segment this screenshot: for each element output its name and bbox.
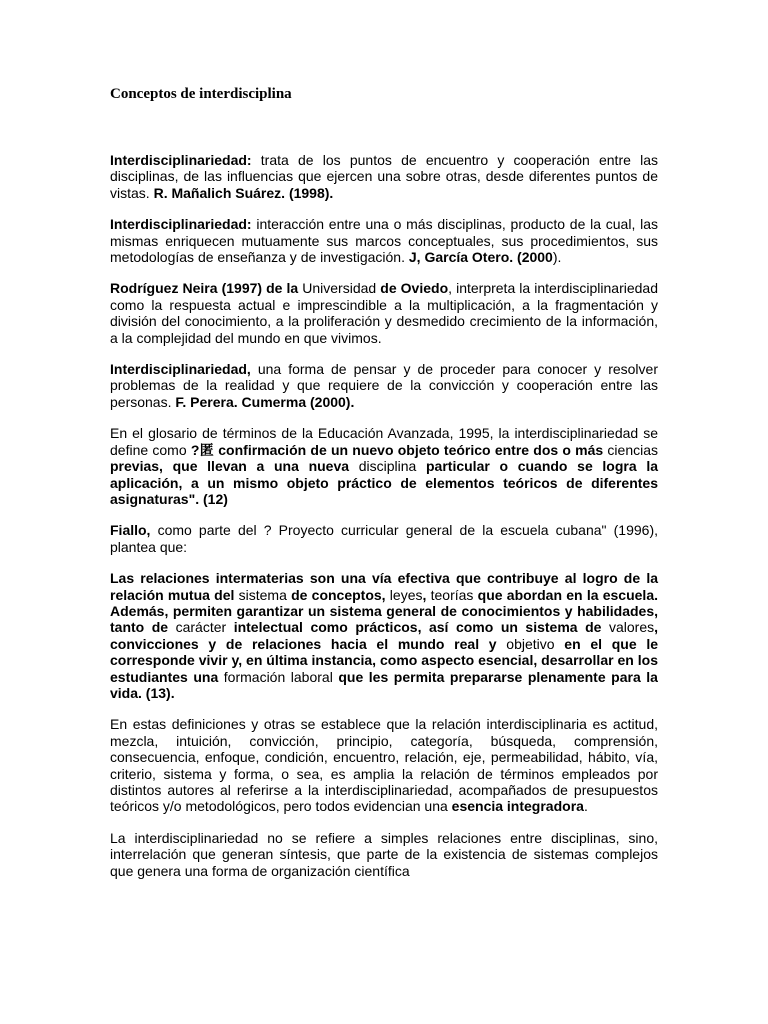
bold-text-run: que abordan en la escuela. Además, permiten garantizar un sistema general de conocimientos y habilidades, tanto de [110, 586, 658, 636]
paragraph [110, 361, 658, 410]
bold-text-run: de conceptos, [291, 586, 386, 603]
bold-text-run: ?匿 confirmación de un nuevo objeto teórico entre dos o más [190, 441, 604, 458]
paragraph [110, 830, 658, 879]
text-run: valores [601, 619, 655, 636]
text-run: En el glosario de términos de la Educación Avanzada, 1995, la interdisciplinariedad se define como [110, 425, 658, 458]
bold-text-run: intelectual como prácticos, así como un sistema de [233, 619, 602, 636]
bold-text-run: Las relaciones intermaterias son una vía efectiva que contribuye al logro de la relación mutua del [110, 570, 658, 603]
text-run: carácter [168, 619, 234, 636]
paragraph [110, 570, 658, 701]
text-run: interacción entre una o más disciplinas, producto de la cual, las mismas enriquecen mutuamente sus marcos conceptuales, sus procedimientos, sus metodologías de enseñanza y de investigación. [110, 216, 658, 266]
bold-text-run: previas, que llevan a una nueva [110, 458, 350, 475]
text-run: . [583, 798, 588, 815]
text-run: formación laboral [218, 668, 339, 685]
bold-text-run: J, García Otero. (2000 [408, 249, 553, 266]
text-run: ). [552, 249, 562, 266]
bold-text-run: , [422, 586, 427, 603]
text-run: una forma de pensar y de proceder para conocer y resolver problemas de la realidad y que requiere de la convicción y cooperación entre las personas. [110, 361, 658, 410]
text-run: ciencias [603, 441, 659, 458]
paragraph [110, 425, 658, 507]
paragraph [110, 522, 658, 555]
text-run: La interdisciplinariedad no se refiere a simples relaciones entre disciplinas, sino, interrelación que generan síntesis, que parte de la existencia de sistemas complejos que genera una forma de organización científica [110, 829, 658, 879]
text-run: sistema [234, 586, 292, 603]
bold-text-run: Interdisciplinariedad: [110, 152, 252, 168]
bold-text-run: esencia integradora [451, 798, 584, 815]
bold-text-run: Fiallo, [110, 522, 151, 539]
text-run: trata de los puntos de encuentro y cooperación entre las disciplinas, de las influencias que ejercen una sobre otras, desde diferentes puntos de vistas. [110, 152, 658, 201]
text-run: objetivo [496, 635, 565, 652]
bold-text-run: Rodríguez Neira (1997) de la [110, 280, 299, 297]
paragraph [110, 280, 658, 346]
bold-text-run: que les permita prepararse plenamente para la vida. (13). [110, 668, 658, 701]
document-title: Conceptos de interdisciplina [110, 86, 292, 102]
text-run: como parte del ? Proyecto curricular general de la escuela cubana" (1996), plantea que: [110, 522, 658, 555]
bold-text-run: , convicciones y de relaciones hacia el mundo real y [110, 619, 658, 652]
document-body [110, 152, 658, 879]
bold-text-run: R. Mañalich Suárez. (1998). [153, 184, 334, 201]
text-run: leyes [385, 586, 423, 603]
text-run: disciplina [349, 458, 426, 475]
paragraph [110, 716, 658, 814]
bold-text-run: particular o cuando se logra la aplicación, a un mismo objeto práctico de elementos teóricos de diferentes asignaturas". (12) [110, 458, 658, 507]
text-run: teorías [426, 586, 478, 603]
bold-text-run: en el que le corresponde vivir y, en última instancia, como aspecto esencial, desarrollar en los estudiantes una [110, 635, 658, 685]
paragraph [110, 216, 658, 265]
bold-text-run: Interdisciplinariedad, [110, 361, 251, 378]
bold-text-run: F. Perera. Cumerma (2000). [175, 393, 355, 410]
text-run: , interpreta la interdisciplinariedad como la respuesta actual e imprescindible a la multiplicación, a la fragmentación y división del conocimiento, a la proliferación y desmedido crecimiento de la información, a la complejidad del mundo en que vivimos. [110, 280, 658, 346]
bold-text-run: Interdisciplinariedad: [110, 216, 252, 233]
text-run: Universidad [298, 280, 381, 297]
paragraph [110, 152, 658, 201]
bold-text-run: de Oviedo [380, 280, 449, 297]
text-run: En estas definiciones y otras se establece que la relación interdisciplinaria es actitud, mezcla, intuición, convicción, principio, categoría, búsqueda, comprensión, consecuencia, enfoque, condición, encuentro, relación, eje, permeabilidad, hábito, vía, criterio, sistema y forma, o sea, es amplia la relación de términos empleados por distintos autores al referirse a la interdisciplinariedad, acompañados de presupuestos teóricos y/o metodológicos, pero todos evidencian una [110, 716, 658, 815]
